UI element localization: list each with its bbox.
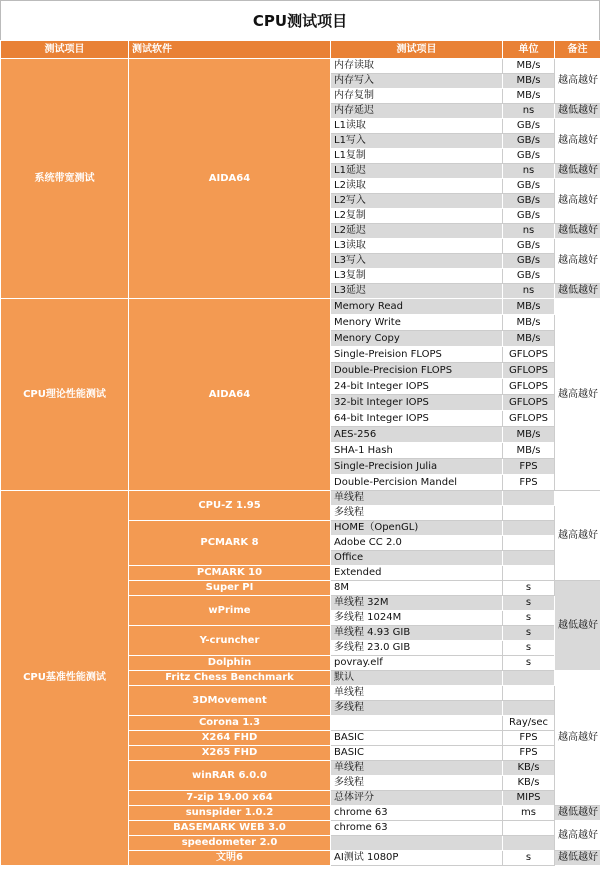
item-cell: SHA-1 Hash xyxy=(331,443,503,459)
software-cell: BASEMARK WEB 3.0 xyxy=(129,821,331,836)
item-cell: 默认 xyxy=(331,671,503,686)
item-cell: 内存延迟 xyxy=(331,104,503,119)
unit-cell: MB/s xyxy=(503,89,555,104)
unit-cell: MB/s xyxy=(503,427,555,443)
unit-cell: Ray/sec xyxy=(503,716,555,731)
note-cell: 越低越好 xyxy=(555,581,600,671)
item-cell: 8M xyxy=(331,581,503,596)
unit-cell: GB/s xyxy=(503,179,555,194)
unit-cell: ns xyxy=(503,224,555,239)
item-cell: AES-256 xyxy=(331,427,503,443)
item-cell: 单线程 32M xyxy=(331,596,503,611)
unit-cell: FPS xyxy=(503,459,555,475)
software-cell: Fritz Chess Benchmark xyxy=(129,671,331,686)
unit-cell xyxy=(503,521,555,536)
item-cell xyxy=(331,716,503,731)
item-cell: 单线程 xyxy=(331,761,503,776)
item-cell: 单线程 4.93 GIB xyxy=(331,626,503,641)
category-cell: 系统带宽测试 xyxy=(1,59,129,299)
unit-cell: s xyxy=(503,581,555,596)
item-cell: 多线程 1024M xyxy=(331,611,503,626)
unit-cell xyxy=(503,671,555,686)
unit-cell xyxy=(503,506,555,521)
software-cell: PCMARK 8 xyxy=(129,521,331,566)
software-cell: 3DMovement xyxy=(129,686,331,716)
unit-cell: FPS xyxy=(503,731,555,746)
unit-cell xyxy=(503,701,555,716)
unit-cell: GFLOPS xyxy=(503,363,555,379)
note-cell: 越低越好 xyxy=(555,851,600,866)
item-cell: Office xyxy=(331,551,503,566)
software-cell: 7-zip 19.00 x64 xyxy=(129,791,331,806)
note-cell: 越高越好 xyxy=(555,179,600,224)
item-cell: 32-bit Integer IOPS xyxy=(331,395,503,411)
item-cell: Menory Write xyxy=(331,315,503,331)
item-cell: Single-Preision FLOPS xyxy=(331,347,503,363)
software-cell: Y-cruncher xyxy=(129,626,331,656)
unit-cell: MB/s xyxy=(503,331,555,347)
unit-cell: s xyxy=(503,641,555,656)
item-cell: chrome 63 xyxy=(331,821,503,836)
software-cell: Super PI xyxy=(129,581,331,596)
cpu-test-table xyxy=(0,40,600,866)
item-cell: 单线程 xyxy=(331,491,503,506)
table-row xyxy=(1,299,600,315)
note-cell: 越高越好 xyxy=(555,671,600,806)
item-cell: HOME（OpenGL) xyxy=(331,521,503,536)
item-cell: 多线程 xyxy=(331,776,503,791)
software-cell: Corona 1.3 xyxy=(129,716,331,731)
item-cell: L2读取 xyxy=(331,179,503,194)
item-cell: Single-Precision Julia xyxy=(331,459,503,475)
section-benchmark xyxy=(1,491,600,866)
item-cell: Double-Percision Mandel xyxy=(331,475,503,491)
software-cell: winRAR 6.0.0 xyxy=(129,761,331,791)
item-cell: 总体评分 xyxy=(331,791,503,806)
unit-cell: GB/s xyxy=(503,269,555,284)
unit-cell: ns xyxy=(503,104,555,119)
unit-cell: MB/s xyxy=(503,443,555,459)
software-cell: PCMARK 10 xyxy=(129,566,331,581)
note-cell: 越低越好 xyxy=(555,284,600,299)
note-cell: 越低越好 xyxy=(555,104,600,119)
unit-cell: ns xyxy=(503,164,555,179)
unit-cell: s xyxy=(503,851,555,866)
item-cell: 内存写入 xyxy=(331,74,503,89)
note-cell: 越低越好 xyxy=(555,224,600,239)
item-cell: L1复制 xyxy=(331,149,503,164)
unit-cell: GB/s xyxy=(503,119,555,134)
unit-cell: GB/s xyxy=(503,149,555,164)
unit-cell: MB/s xyxy=(503,59,555,74)
unit-cell: FPS xyxy=(503,475,555,491)
item-cell: 单线程 xyxy=(331,686,503,701)
unit-cell: GFLOPS xyxy=(503,347,555,363)
software-cell: AIDA64 xyxy=(129,299,331,491)
unit-cell xyxy=(503,551,555,566)
software-cell: 文明6 xyxy=(129,851,331,866)
table-row xyxy=(1,491,600,506)
note-cell: 越高越好 xyxy=(555,239,600,284)
item-cell: 64-bit Integer IOPS xyxy=(331,411,503,427)
unit-cell: GB/s xyxy=(503,239,555,254)
software-cell: speedometer 2.0 xyxy=(129,836,331,851)
item-cell: Extended xyxy=(331,566,503,581)
unit-cell: s xyxy=(503,611,555,626)
unit-cell xyxy=(503,491,555,506)
unit-cell: s xyxy=(503,626,555,641)
item-cell: L1延迟 xyxy=(331,164,503,179)
category-cell: CPU理论性能测试 xyxy=(1,299,129,491)
item-cell: L3延迟 xyxy=(331,284,503,299)
item-cell: L2复制 xyxy=(331,209,503,224)
unit-cell: ms xyxy=(503,806,555,821)
table-row xyxy=(1,59,600,74)
category-cell: CPU基准性能测试 xyxy=(1,491,129,866)
item-cell: L3复制 xyxy=(331,269,503,284)
item-cell: 内存读取 xyxy=(331,59,503,74)
item-cell: L3写入 xyxy=(331,254,503,269)
unit-cell: KB/s xyxy=(503,761,555,776)
unit-cell: GB/s xyxy=(503,194,555,209)
item-cell: L3读取 xyxy=(331,239,503,254)
software-cell: sunspider 1.0.2 xyxy=(129,806,331,821)
page-title: CPU测试项目 xyxy=(0,0,600,40)
note-cell: 越高越好 xyxy=(555,119,600,164)
note-cell: 越低越好 xyxy=(555,164,600,179)
header-unit: 单位 xyxy=(503,41,555,59)
unit-cell: s xyxy=(503,596,555,611)
item-cell: Menory Copy xyxy=(331,331,503,347)
software-cell: CPU-Z 1.95 xyxy=(129,491,331,521)
unit-cell xyxy=(503,686,555,701)
item-cell: Memory Read xyxy=(331,299,503,315)
unit-cell: ns xyxy=(503,284,555,299)
unit-cell: GB/s xyxy=(503,209,555,224)
unit-cell xyxy=(503,566,555,581)
item-cell: 多线程 23.0 GIB xyxy=(331,641,503,656)
item-cell: BASIC xyxy=(331,731,503,746)
header-item: 测试项目 xyxy=(331,41,503,59)
software-cell: AIDA64 xyxy=(129,59,331,299)
software-cell: X265 FHD xyxy=(129,746,331,761)
item-cell: 多线程 xyxy=(331,701,503,716)
header-row xyxy=(1,41,600,59)
header-software: 测试软件 xyxy=(129,41,331,59)
item-cell: chrome 63 xyxy=(331,806,503,821)
item-cell: 多线程 xyxy=(331,506,503,521)
unit-cell: KB/s xyxy=(503,776,555,791)
header-category: 测试项目 xyxy=(1,41,129,59)
software-cell: wPrime xyxy=(129,596,331,626)
software-cell: Dolphin xyxy=(129,656,331,671)
item-cell: L1读取 xyxy=(331,119,503,134)
item-cell: L1写入 xyxy=(331,134,503,149)
item-cell: L2延迟 xyxy=(331,224,503,239)
note-cell: 越低越好 xyxy=(555,806,600,821)
unit-cell: MB/s xyxy=(503,315,555,331)
item-cell: povray.elf xyxy=(331,656,503,671)
item-cell: AI测试 1080P xyxy=(331,851,503,866)
note-cell: 越高越好 xyxy=(555,491,600,581)
unit-cell: GFLOPS xyxy=(503,395,555,411)
note-cell: 越高越好 xyxy=(555,299,600,491)
item-cell: BASIC xyxy=(331,746,503,761)
item-cell: Adobe CC 2.0 xyxy=(331,536,503,551)
section-bandwidth xyxy=(1,59,600,299)
unit-cell xyxy=(503,821,555,836)
unit-cell: GFLOPS xyxy=(503,411,555,427)
unit-cell: MIPS xyxy=(503,791,555,806)
unit-cell: s xyxy=(503,656,555,671)
unit-cell: MB/s xyxy=(503,74,555,89)
unit-cell: GB/s xyxy=(503,134,555,149)
section-theory xyxy=(1,299,600,491)
unit-cell xyxy=(503,536,555,551)
unit-cell xyxy=(503,836,555,851)
item-cell: 24-bit Integer IOPS xyxy=(331,379,503,395)
unit-cell: FPS xyxy=(503,746,555,761)
unit-cell: GFLOPS xyxy=(503,379,555,395)
unit-cell: MB/s xyxy=(503,299,555,315)
item-cell xyxy=(331,836,503,851)
software-cell: X264 FHD xyxy=(129,731,331,746)
item-cell: L2写入 xyxy=(331,194,503,209)
item-cell: 内存复制 xyxy=(331,89,503,104)
note-cell: 越高越好 xyxy=(555,821,600,851)
unit-cell: GB/s xyxy=(503,254,555,269)
item-cell: Double-Precision FLOPS xyxy=(331,363,503,379)
header-note: 备注 xyxy=(555,41,600,59)
note-cell: 越高越好 xyxy=(555,59,600,104)
